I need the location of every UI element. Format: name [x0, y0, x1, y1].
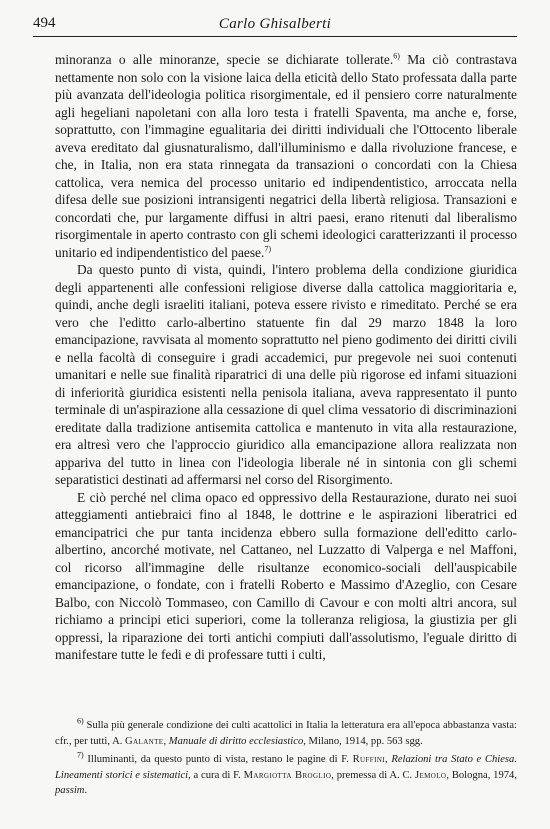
footnote-text: , Bologna, 1974, — [446, 769, 517, 781]
page-header — [33, 12, 517, 37]
footnote-ref: 6) — [393, 51, 400, 61]
footnote-text: , Milano, 1914, pp. 563 sgg. — [303, 735, 423, 747]
footnote — [55, 752, 517, 799]
footnote-text: , — [385, 754, 392, 765]
footnote-text: Sulla più generale condizione dei culti acattolici in Italia la letteratura era all'epoca abbastanza vasta: cfr., per tutti, A. — [55, 720, 517, 747]
body-text — [55, 51, 517, 664]
footnotes — [55, 718, 517, 802]
footnote-text: Illuminanti, da questo punto di vista, restano le pagine di F. — [83, 754, 353, 765]
paragraph-text: minoranza o alle minoranze, specie se dichiarate tollerate. — [55, 52, 394, 67]
footnote-title: passim — [55, 785, 85, 796]
paragraph-text: Ma ciò contrastava nettamente non solo con la visione laica della eticità dello Stato professata dalla parte più avanzata dell'ideologia politica risorgimentale, ed il pensiero corre naturalmente agli hegeliani napoletani con alla loro testa i fratelli Spaventa, ma anche e, forse, soprattutto, con l'immagine egualitaria dei diritti individuali che l'Ottocento liberale aveva ereditato dal giusnaturalismo, dall'illuminismo e dalla rivoluzione francese, e che, in Italia, non era stata rinnegata da transazioni o concordati con la Chiesa cattolica, vera nemica del processo unitario ed indipendentistico, arroccata nella difesa delle sue posizioni intransigenti negatrici della libertà religiosa. Transazioni e concordati che, pur largamente diffusi in altri paesi, erano ritenuti dal liberalismo risorgimentale in aperto contrasto con gli schemi ideologici caratterizzanti il processo unitario ed indipendentistico del paese. — [55, 52, 517, 260]
paragraph — [55, 51, 517, 261]
footnote-marker: 7) — [77, 750, 84, 760]
footnote-title: Relazioni tra Stato e Chiesa. Lineamenti storici e sistematici — [55, 754, 517, 781]
paragraph: E ciò perché nel clima opaco ed oppressivo della Restaurazione, durato nei suoi atteggiamenti antiebraici fino al 1848, le dottrine e le aspirazioni liberatrici ed emancipatrici che pur tanta incidenza ebbero sulla formazione dell'editto carlo-albertino, ancorché motivate, nel Cattaneo, nel Luzzatto di Valperga e nel Maffoni, col ricorso all'immagine delle risultanze economico-sociali dell'auspicabile emancipazione, o fondate, con i fratelli Roberto e Massimo d'Azeglio, con Cesare Balbo, con Niccolò Tommaseo, con Camillo di Cavour e con molti altri ancora, sul richiamo a principi etici superiori, come la tolleranza religiosa, la giustizia per gli oppressi, la riparazione dei torti antichi compiuti dall'assolutismo, l'eguale diritto di manifestare tutte le fedi e di professare tutti i culti, — [55, 489, 517, 662]
footnote-author: Margiotta Broglio — [243, 769, 332, 781]
footnote-marker: 6) — [77, 716, 84, 726]
page-number: 494 — [33, 15, 56, 31]
footnote-text: . — [84, 785, 88, 796]
footnote — [55, 718, 517, 749]
footnote-ref: 7) — [264, 244, 272, 254]
footnote-text: , a cura di F. — [188, 769, 244, 781]
footnote-author: Ruffini — [352, 754, 386, 765]
running-head: Carlo Ghisalberti — [218, 16, 332, 32]
paragraph: Da questo punto di vista, quindi, l'intero problema della condizione giuridica degli appartenenti alle confessioni religiose diverse dalla cattolica maggioritaria e, quindi, anche degli israeliti italiani, poteva essere rivisto e rimeditato. Perché se era vero che l'editto carlo-albertino statuente fin dal 29 marzo 1848 la loro emancipazione, ravvisata al momento soprattutto nel pieno godimento dei diritti civili e nella facoltà di conseguire i gradi accademici, pur pregevole nei suoi contenuti umanitari e nelle sue finalità riparatrici di una delle più rigorose ed infami situazioni di inferiorità giuridica esistenti nella penisola italiana, aveva rappresentato il punto terminale di un'aspirazione alla cessazione di quel clima vessatorio di discriminazioni ereditate dalla tradizione antisemita cattolica e mantenuto in vita alla restaurazione, era altresì vero che l'approccio giuridico alla emancipazione allora realizzata non appariva del tutto in linea con l'ideologia liberale né in sintonia con gli schemi separatistici destinati ad affermarsi nel corso del Risorgimento. — [55, 262, 517, 487]
footnote-text: , premessa di A. C. — [331, 769, 415, 781]
footnote-text: , — [163, 735, 169, 747]
footnote-title: Manuale di diritto ecclesiastico — [168, 735, 304, 747]
footnote-author: Jemolo — [414, 769, 447, 781]
footnote-author: Galante — [125, 735, 164, 747]
